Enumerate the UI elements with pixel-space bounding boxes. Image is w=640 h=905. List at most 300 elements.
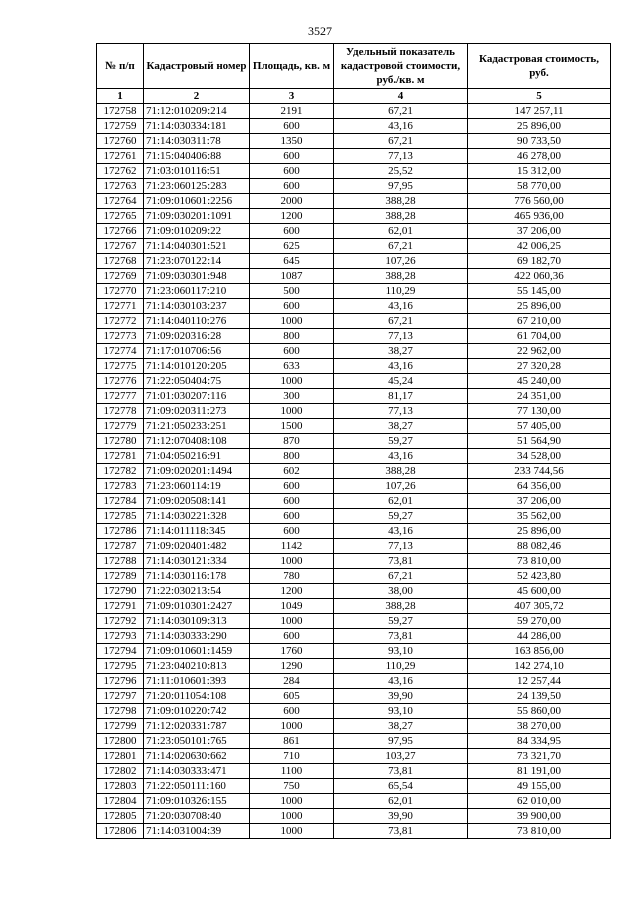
table-row [97,404,611,419]
row-number-cell: 172766 [97,224,144,239]
specific-indicator-cell: 77,13 [334,539,468,554]
specific-indicator-cell: 39,90 [334,809,468,824]
row-number-cell: 172799 [97,719,144,734]
area-cell: 600 [250,629,334,644]
row-number-cell: 172781 [97,449,144,464]
row-number-cell: 172760 [97,134,144,149]
row-number-cell: 172800 [97,734,144,749]
table-body [97,104,611,839]
area-cell: 1200 [250,584,334,599]
specific-indicator-cell: 59,27 [334,614,468,629]
cadastral-number-cell: 71:22:030213:54 [144,584,250,599]
row-number-cell: 172772 [97,314,144,329]
table-row [97,689,611,704]
area-cell: 861 [250,734,334,749]
cadastral-number-cell: 71:14:040110:276 [144,314,250,329]
table-row [97,674,611,689]
cadastral-value-cell: 39 900,00 [468,809,611,824]
cadastral-value-cell: 57 405,00 [468,419,611,434]
row-number-cell: 172795 [97,659,144,674]
specific-indicator-cell: 67,21 [334,569,468,584]
specific-indicator-cell: 62,01 [334,794,468,809]
specific-indicator-cell: 62,01 [334,224,468,239]
table-row [97,449,611,464]
table-row [97,779,611,794]
specific-indicator-cell: 43,16 [334,674,468,689]
row-number-cell: 172793 [97,629,144,644]
header-area: Площадь, кв. м [250,44,334,89]
table-row [97,149,611,164]
row-number-cell: 172758 [97,104,144,119]
cadastral-number-cell: 71:12:010209:214 [144,104,250,119]
cadastral-number-cell: 71:23:060114:19 [144,479,250,494]
area-cell: 600 [250,494,334,509]
cadastral-value-cell: 84 334,95 [468,734,611,749]
cadastral-value-cell: 163 856,00 [468,644,611,659]
cadastral-value-cell: 46 278,00 [468,149,611,164]
cadastral-number-cell: 71:22:050404:75 [144,374,250,389]
row-number-cell: 172801 [97,749,144,764]
cadastral-value-cell: 25 896,00 [468,524,611,539]
specific-indicator-cell: 39,90 [334,689,468,704]
row-number-cell: 172785 [97,509,144,524]
row-number-cell: 172802 [97,764,144,779]
row-number-cell: 172789 [97,569,144,584]
header-specific-indicator: Удельный показатель кадастровой стоимости, руб./кв. м [334,44,468,89]
cadastral-value-cell: 38 270,00 [468,719,611,734]
row-number-cell: 172759 [97,119,144,134]
cadastral-value-cell: 44 286,00 [468,629,611,644]
specific-indicator-cell: 43,16 [334,449,468,464]
cadastral-value-cell: 88 082,46 [468,539,611,554]
cadastral-number-cell: 71:14:030311:78 [144,134,250,149]
specific-indicator-cell: 38,00 [334,584,468,599]
row-number-cell: 172780 [97,434,144,449]
area-cell: 1049 [250,599,334,614]
area-cell: 600 [250,704,334,719]
area-cell: 1000 [250,614,334,629]
specific-indicator-cell: 77,13 [334,404,468,419]
cadastral-value-cell: 147 257,11 [468,104,611,119]
specific-indicator-cell: 388,28 [334,269,468,284]
row-number-cell: 172775 [97,359,144,374]
row-number-cell: 172792 [97,614,144,629]
cadastral-value-cell: 81 191,00 [468,764,611,779]
column-number-row [97,89,611,104]
cadastral-value-cell: 62 010,00 [468,794,611,809]
table-row [97,494,611,509]
table-row [97,539,611,554]
cadastral-number-cell: 71:21:050233:251 [144,419,250,434]
specific-indicator-cell: 59,27 [334,509,468,524]
table-row [97,209,611,224]
cadastral-number-cell: 71:22:050111:160 [144,779,250,794]
area-cell: 1350 [250,134,334,149]
cadastral-number-cell: 71:14:030334:181 [144,119,250,134]
table-row [97,314,611,329]
table-row [97,374,611,389]
specific-indicator-cell: 62,01 [334,494,468,509]
row-number-cell: 172797 [97,689,144,704]
specific-indicator-cell: 110,29 [334,659,468,674]
area-cell: 600 [250,299,334,314]
cadastral-number-cell: 71:12:070408:108 [144,434,250,449]
cadastral-number-cell: 71:09:010220:742 [144,704,250,719]
table-row [97,434,611,449]
cadastral-number-cell: 71:11:010601:393 [144,674,250,689]
row-number-cell: 172803 [97,779,144,794]
cadastral-number-cell: 71:23:050101:765 [144,734,250,749]
row-number-cell: 172770 [97,284,144,299]
specific-indicator-cell: 43,16 [334,359,468,374]
row-number-cell: 172764 [97,194,144,209]
area-cell: 2000 [250,194,334,209]
row-number-cell: 172788 [97,554,144,569]
cadastral-value-cell: 58 770,00 [468,179,611,194]
table-row [97,824,611,839]
table-row [97,389,611,404]
cadastral-number-cell: 71:09:010601:2256 [144,194,250,209]
cadastral-number-cell: 71:03:010116:51 [144,164,250,179]
area-cell: 800 [250,329,334,344]
row-number-cell: 172796 [97,674,144,689]
row-number-cell: 172790 [97,584,144,599]
table-row [97,284,611,299]
cadastral-number-cell: 71:09:030301:948 [144,269,250,284]
table-row [97,269,611,284]
table-row [97,629,611,644]
area-cell: 1000 [250,809,334,824]
column-number: 3 [250,89,334,104]
row-number-cell: 172786 [97,524,144,539]
cadastral-value-cell: 42 006,25 [468,239,611,254]
cadastral-number-cell: 71:09:010601:1459 [144,644,250,659]
area-cell: 600 [250,179,334,194]
cadastral-number-cell: 71:14:030121:334 [144,554,250,569]
table-row [97,419,611,434]
cadastral-value-cell: 59 270,00 [468,614,611,629]
table-row [97,194,611,209]
table-row [97,734,611,749]
row-number-cell: 172769 [97,269,144,284]
cadastral-number-cell: 71:17:010706:56 [144,344,250,359]
cadastral-value-cell: 776 560,00 [468,194,611,209]
cadastral-value-cell: 49 155,00 [468,779,611,794]
cadastral-number-cell: 71:23:070122:14 [144,254,250,269]
area-cell: 800 [250,449,334,464]
cadastral-value-cell: 55 145,00 [468,284,611,299]
specific-indicator-cell: 93,10 [334,704,468,719]
area-cell: 600 [250,119,334,134]
cadastral-value-cell: 64 356,00 [468,479,611,494]
cadastral-number-cell: 71:14:030103:237 [144,299,250,314]
area-cell: 1000 [250,794,334,809]
cadastral-value-cell: 90 733,50 [468,134,611,149]
row-number-cell: 172784 [97,494,144,509]
table-row [97,749,611,764]
area-cell: 780 [250,569,334,584]
specific-indicator-cell: 73,81 [334,554,468,569]
cadastral-number-cell: 71:09:020508:141 [144,494,250,509]
table-row [97,509,611,524]
cadastral-number-cell: 71:14:010120:205 [144,359,250,374]
row-number-cell: 172778 [97,404,144,419]
area-cell: 600 [250,509,334,524]
cadastral-value-cell: 37 206,00 [468,494,611,509]
specific-indicator-cell: 43,16 [334,119,468,134]
specific-indicator-cell: 73,81 [334,629,468,644]
area-cell: 600 [250,479,334,494]
cadastral-number-cell: 71:09:020311:273 [144,404,250,419]
table-row [97,134,611,149]
area-cell: 870 [250,434,334,449]
row-number-cell: 172763 [97,179,144,194]
row-number-cell: 172782 [97,464,144,479]
cadastral-value-cell: 73 810,00 [468,824,611,839]
table-row [97,554,611,569]
cadastral-value-cell: 12 257,44 [468,674,611,689]
area-cell: 1087 [250,269,334,284]
table-row [97,224,611,239]
table-row [97,104,611,119]
row-number-cell: 172765 [97,209,144,224]
table-row [97,584,611,599]
row-number-cell: 172805 [97,809,144,824]
cadastral-value-cell: 77 130,00 [468,404,611,419]
table-row [97,299,611,314]
cadastral-number-cell: 71:14:030116:178 [144,569,250,584]
cadastral-number-cell: 71:09:010209:22 [144,224,250,239]
row-number-cell: 172771 [97,299,144,314]
cadastral-number-cell: 71:09:020316:28 [144,329,250,344]
specific-indicator-cell: 45,24 [334,374,468,389]
table-row [97,719,611,734]
area-cell: 284 [250,674,334,689]
area-cell: 1000 [250,314,334,329]
area-cell: 605 [250,689,334,704]
table-row [97,359,611,374]
table-row [97,809,611,824]
area-cell: 1000 [250,554,334,569]
specific-indicator-cell: 67,21 [334,134,468,149]
specific-indicator-cell: 388,28 [334,464,468,479]
row-number-cell: 172762 [97,164,144,179]
header-row-number: № п/п [97,44,144,89]
cadastral-value-table [96,43,611,839]
cadastral-value-cell: 35 562,00 [468,509,611,524]
table-row [97,704,611,719]
cadastral-number-cell: 71:14:011118:345 [144,524,250,539]
cadastral-value-cell: 407 305,72 [468,599,611,614]
row-number-cell: 172774 [97,344,144,359]
cadastral-value-cell: 45 240,00 [468,374,611,389]
area-cell: 1142 [250,539,334,554]
row-number-cell: 172783 [97,479,144,494]
specific-indicator-cell: 67,21 [334,104,468,119]
cadastral-value-cell: 69 182,70 [468,254,611,269]
table-row [97,344,611,359]
cadastral-value-cell: 24 139,50 [468,689,611,704]
area-cell: 600 [250,524,334,539]
cadastral-value-cell: 61 704,00 [468,329,611,344]
cadastral-number-cell: 71:23:040210:813 [144,659,250,674]
area-cell: 1000 [250,719,334,734]
area-cell: 1200 [250,209,334,224]
table-row [97,614,611,629]
table-row [97,239,611,254]
area-cell: 2191 [250,104,334,119]
table-row [97,254,611,269]
cadastral-number-cell: 71:04:050216:91 [144,449,250,464]
specific-indicator-cell: 81,17 [334,389,468,404]
specific-indicator-cell: 97,95 [334,734,468,749]
cadastral-value-cell: 73 810,00 [468,554,611,569]
specific-indicator-cell: 38,27 [334,419,468,434]
cadastral-number-cell: 71:20:011054:108 [144,689,250,704]
table-row [97,569,611,584]
specific-indicator-cell: 77,13 [334,149,468,164]
cadastral-number-cell: 71:12:020331:787 [144,719,250,734]
specific-indicator-cell: 65,54 [334,779,468,794]
column-number: 2 [144,89,250,104]
table-row [97,329,611,344]
area-cell: 633 [250,359,334,374]
area-cell: 1760 [250,644,334,659]
area-cell: 710 [250,749,334,764]
cadastral-value-cell: 37 206,00 [468,224,611,239]
cadastral-number-cell: 71:14:031004:39 [144,824,250,839]
specific-indicator-cell: 107,26 [334,254,468,269]
cadastral-number-cell: 71:09:030201:1091 [144,209,250,224]
cadastral-value-cell: 15 312,00 [468,164,611,179]
cadastral-number-cell: 71:20:030708:40 [144,809,250,824]
cadastral-value-cell: 34 528,00 [468,449,611,464]
column-number: 5 [468,89,611,104]
cadastral-value-cell: 22 962,00 [468,344,611,359]
specific-indicator-cell: 73,81 [334,764,468,779]
specific-indicator-cell: 110,29 [334,284,468,299]
area-cell: 1000 [250,374,334,389]
row-number-cell: 172777 [97,389,144,404]
area-cell: 300 [250,389,334,404]
table-row [97,164,611,179]
specific-indicator-cell: 43,16 [334,299,468,314]
table-row [97,644,611,659]
table-row [97,119,611,134]
table-row [97,599,611,614]
table-row [97,479,611,494]
specific-indicator-cell: 388,28 [334,209,468,224]
column-number: 4 [334,89,468,104]
area-cell: 645 [250,254,334,269]
cadastral-number-cell: 71:23:060117:210 [144,284,250,299]
specific-indicator-cell: 388,28 [334,599,468,614]
cadastral-value-cell: 465 936,00 [468,209,611,224]
row-number-cell: 172791 [97,599,144,614]
specific-indicator-cell: 93,10 [334,644,468,659]
area-cell: 1100 [250,764,334,779]
cadastral-number-cell: 71:09:010301:2427 [144,599,250,614]
row-number-cell: 172761 [97,149,144,164]
area-cell: 602 [250,464,334,479]
cadastral-value-cell: 233 744,56 [468,464,611,479]
row-number-cell: 172804 [97,794,144,809]
specific-indicator-cell: 388,28 [334,194,468,209]
row-number-cell: 172806 [97,824,144,839]
table-row [97,464,611,479]
cadastral-value-cell: 24 351,00 [468,389,611,404]
area-cell: 600 [250,149,334,164]
specific-indicator-cell: 25,52 [334,164,468,179]
area-cell: 600 [250,164,334,179]
cadastral-value-cell: 67 210,00 [468,314,611,329]
header-cadastral-number: Кадастровый номер [144,44,250,89]
area-cell: 1000 [250,824,334,839]
area-cell: 1000 [250,404,334,419]
specific-indicator-cell: 67,21 [334,314,468,329]
cadastral-number-cell: 71:01:030207:116 [144,389,250,404]
row-number-cell: 172779 [97,419,144,434]
area-cell: 600 [250,344,334,359]
cadastral-number-cell: 71:14:030333:471 [144,764,250,779]
specific-indicator-cell: 38,27 [334,719,468,734]
cadastral-number-cell: 71:14:030333:290 [144,629,250,644]
cadastral-number-cell: 71:14:040301:521 [144,239,250,254]
cadastral-value-cell: 142 274,10 [468,659,611,674]
area-cell: 750 [250,779,334,794]
specific-indicator-cell: 67,21 [334,239,468,254]
page-number: 3527 [308,24,332,38]
cadastral-value-cell: 25 896,00 [468,119,611,134]
specific-indicator-cell: 97,95 [334,179,468,194]
specific-indicator-cell: 59,27 [334,434,468,449]
cadastral-value-cell: 27 320,28 [468,359,611,374]
table-row [97,524,611,539]
row-number-cell: 172794 [97,644,144,659]
row-number-cell: 172798 [97,704,144,719]
row-number-cell: 172767 [97,239,144,254]
cadastral-value-cell: 73 321,70 [468,749,611,764]
cadastral-number-cell: 71:14:030109:313 [144,614,250,629]
cadastral-number-cell: 71:09:020201:1494 [144,464,250,479]
specific-indicator-cell: 103,27 [334,749,468,764]
area-cell: 1500 [250,419,334,434]
row-number-cell: 172787 [97,539,144,554]
cadastral-number-cell: 71:14:030221:328 [144,509,250,524]
row-number-cell: 172768 [97,254,144,269]
cadastral-value-cell: 25 896,00 [468,299,611,314]
area-cell: 500 [250,284,334,299]
cadastral-number-cell: 71:09:010326:155 [144,794,250,809]
area-cell: 600 [250,224,334,239]
table-row [97,794,611,809]
specific-indicator-cell: 43,16 [334,524,468,539]
area-cell: 625 [250,239,334,254]
row-number-cell: 172776 [97,374,144,389]
area-cell: 1290 [250,659,334,674]
cadastral-value-cell: 55 860,00 [468,704,611,719]
cadastral-number-cell: 71:23:060125:283 [144,179,250,194]
cadastral-value-cell: 422 060,36 [468,269,611,284]
specific-indicator-cell: 107,26 [334,479,468,494]
table-row [97,179,611,194]
cadastral-value-cell: 51 564,90 [468,434,611,449]
cadastral-number-cell: 71:15:040406:88 [144,149,250,164]
table-row [97,659,611,674]
row-number-cell: 172773 [97,329,144,344]
cadastral-number-cell: 71:09:020401:482 [144,539,250,554]
cadastral-number-cell: 71:14:020630:662 [144,749,250,764]
